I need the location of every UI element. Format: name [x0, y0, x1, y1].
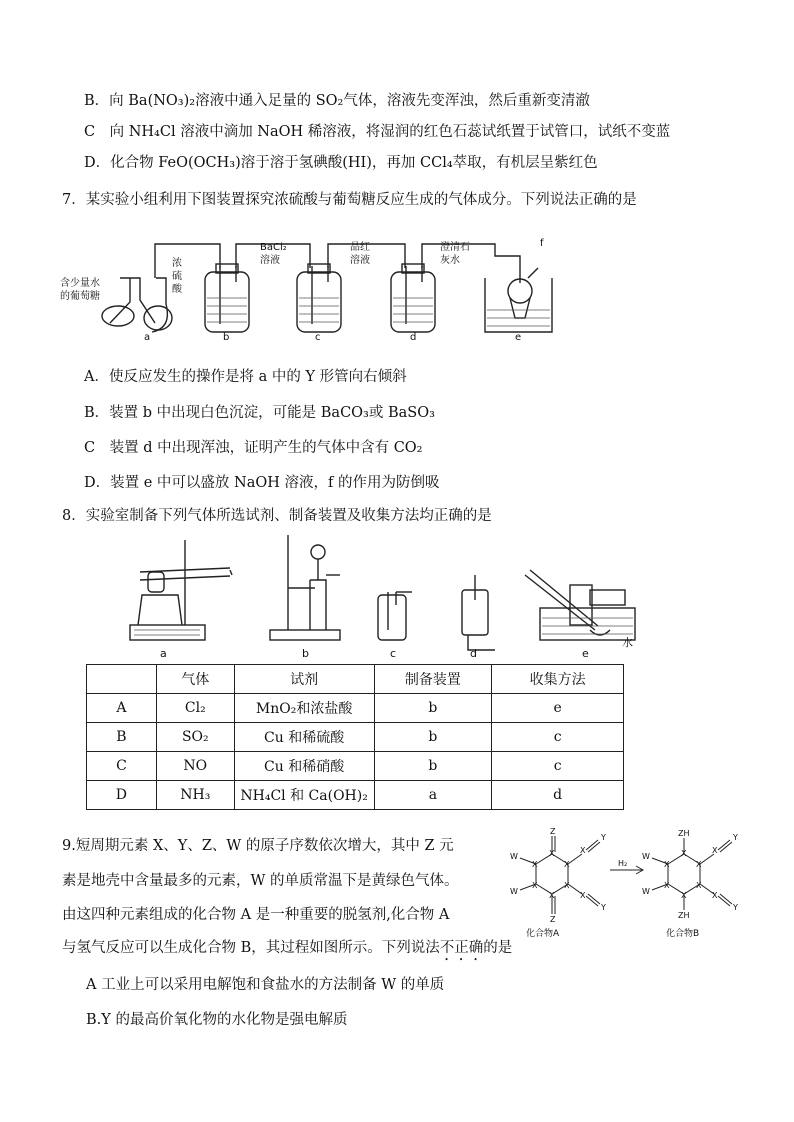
- table-cell: c: [492, 752, 624, 781]
- q8-table: [86, 664, 624, 810]
- table-cell: b: [374, 694, 492, 723]
- q9-line4-emphasis: 不正确: [439, 940, 484, 956]
- table-row: [87, 723, 624, 752]
- q7-label-d-1: 澄清石: [440, 242, 470, 253]
- q7-letter-a: a: [144, 332, 151, 343]
- table-cell: e: [492, 694, 624, 723]
- svg-text:X: X: [580, 891, 586, 900]
- table-cell: C: [87, 752, 157, 781]
- svg-text:Y: Y: [733, 903, 738, 912]
- q8-letter-b: b: [302, 647, 309, 660]
- q6-option-c: C 向 NH₄Cl 溶液中滴加 NaOH 稀溶液，将湿润的红色石蕊试纸置于试管口，试纸不变蓝: [84, 124, 671, 140]
- q7-label-c-1: 品红: [350, 242, 370, 253]
- svg-text:Y: Y: [601, 833, 606, 842]
- q7-option-a: A．使反应发生的操作是将 a 中的 Y 形管向右倾斜: [84, 369, 407, 385]
- table-header-cell: 试剂: [234, 665, 374, 694]
- svg-text:X: X: [696, 881, 702, 890]
- q7-label-b-2: 溶液: [260, 255, 280, 266]
- svg-text:W: W: [642, 887, 650, 896]
- table-cell: A: [87, 694, 157, 723]
- q7-label-a-line2: 的葡萄糖: [60, 291, 100, 302]
- q9-arrow-label: H₂: [618, 859, 628, 868]
- q8-letter-a: a: [160, 647, 167, 660]
- q7-label-a-line1: 含少量水: [60, 278, 100, 289]
- q7-label-f: f: [540, 238, 544, 249]
- svg-text:X: X: [549, 891, 555, 900]
- svg-text:ZH: ZH: [678, 829, 690, 838]
- q7-label-acid-1: 浓: [172, 258, 182, 269]
- q7-option-d: D．装置 e 中可以盛放 NaOH 溶液，f 的作用为防倒吸: [84, 475, 440, 491]
- q7-apparatus-figure: [60, 228, 580, 346]
- svg-text:X: X: [681, 891, 687, 900]
- q6-option-d: D．化合物 FeO(OCH₃)溶于溶于氢碘酸(HI)，再加 CCl₄萃取，有机层呈紫红色: [84, 155, 598, 171]
- svg-text:X: X: [549, 849, 555, 858]
- table-row: [87, 781, 624, 810]
- svg-text:Y: Y: [733, 833, 738, 842]
- svg-text:W: W: [642, 852, 650, 861]
- q7-letter-b: b: [223, 332, 230, 343]
- svg-text:X: X: [712, 891, 718, 900]
- table-cell: D: [87, 781, 157, 810]
- svg-text:W: W: [510, 887, 518, 896]
- svg-text:Z: Z: [550, 827, 556, 836]
- q9-option-a: A 工业上可以采用电解饱和食盐水的方法制备 W 的单质: [86, 977, 445, 993]
- svg-text:X: X: [532, 881, 538, 890]
- q8-letter-d: d: [470, 647, 477, 660]
- svg-text:ZH: ZH: [678, 911, 690, 920]
- svg-text:Z: Z: [550, 915, 556, 924]
- svg-text:Y: Y: [601, 903, 606, 912]
- svg-text:X: X: [696, 860, 702, 869]
- q9-compound-a-label: 化合物A: [526, 929, 560, 939]
- svg-text:X: X: [564, 881, 570, 890]
- table-header-row: [87, 665, 624, 694]
- table-row: [87, 694, 624, 723]
- table-cell: NO: [156, 752, 234, 781]
- svg-text:X: X: [664, 881, 670, 890]
- svg-text:W: W: [510, 852, 518, 861]
- q8-apparatus-figure: [120, 530, 640, 660]
- q7-letter-d: d: [410, 332, 417, 343]
- q9-line1: 9.短周期元素 X、Y、Z、W 的原子序数依次增大，其中 Z 元: [62, 838, 454, 854]
- q9-option-b: B.Y 的最高价氧化物的水化物是强电解质: [86, 1012, 348, 1028]
- svg-text:X: X: [564, 860, 570, 869]
- q8-label-water: 水: [622, 636, 633, 649]
- q9-line4: [62, 938, 512, 964]
- table-cell: Cu 和稀硝酸: [234, 752, 374, 781]
- q7-label-acid-3: 酸: [172, 284, 182, 295]
- table-row: [87, 752, 624, 781]
- q7-letter-e: e: [515, 332, 522, 343]
- q9-line3: 由这四种元素组成的化合物 A 是一种重要的脱氢剂,化合物 A: [62, 907, 450, 923]
- q9-compound-b-label: 化合物B: [666, 929, 700, 939]
- table-cell: Cl₂: [156, 694, 234, 723]
- q8-stem: 8．实验室制备下列气体所选试剂、制备装置及收集方法均正确的是: [62, 508, 492, 524]
- table-cell: a: [374, 781, 492, 810]
- q7-label-c-2: 溶液: [350, 255, 370, 266]
- table-cell: c: [492, 723, 624, 752]
- table-header-cell: 收集方法: [492, 665, 624, 694]
- table-cell: b: [374, 752, 492, 781]
- svg-text:X: X: [580, 846, 586, 855]
- table-header-cell: [87, 665, 157, 694]
- q9-line4-post: 的是: [483, 940, 513, 956]
- svg-text:X: X: [681, 849, 687, 858]
- table-header-cell: 气体: [156, 665, 234, 694]
- table-cell: NH₃: [156, 781, 234, 810]
- q6-option-b: B．向 Ba(NO₃)₂溶液中通入足量的 SO₂气体，溶液先变浑浊，然后重新变清澈: [84, 93, 590, 109]
- svg-text:X: X: [664, 860, 670, 869]
- table-cell: B: [87, 723, 157, 752]
- table-header-cell: 制备装置: [374, 665, 492, 694]
- svg-text:X: X: [532, 860, 538, 869]
- q9-line4-pre: 与氢气反应可以生成化合物 B，其过程如图所示。下列说法: [62, 940, 440, 956]
- q7-option-c: C 装置 d 中出现浑浊，证明产生的气体中含有 CO₂: [84, 440, 423, 456]
- q7-stem: 7．某实验小组利用下图装置探究浓硫酸与葡萄糖反应生成的气体成分。下列说法正确的是: [62, 192, 637, 208]
- table-cell: MnO₂和浓盐酸: [234, 694, 374, 723]
- q9-line2: 素是地壳中含量最多的元素，W 的单质常温下是黄绿色气体。: [62, 873, 459, 889]
- q9-structure-figure: [502, 822, 792, 940]
- table-cell: SO₂: [156, 723, 234, 752]
- q7-letter-c: c: [315, 332, 321, 343]
- q7-option-b: B．装置 b 中出现白色沉淀，可能是 BaCO₃或 BaSO₃: [84, 405, 435, 421]
- q8-letter-c: c: [390, 647, 397, 660]
- table-cell: NH₄Cl 和 Ca(OH)₂: [234, 781, 374, 810]
- q7-label-d-2: 灰水: [440, 255, 460, 266]
- q7-label-acid-2: 硫: [172, 271, 182, 282]
- table-cell: d: [492, 781, 624, 810]
- table-cell: b: [374, 723, 492, 752]
- q7-label-b-1: BaCl₂: [260, 242, 287, 253]
- q8-letter-e: e: [582, 647, 589, 660]
- table-cell: Cu 和稀硫酸: [234, 723, 374, 752]
- svg-text:X: X: [712, 846, 718, 855]
